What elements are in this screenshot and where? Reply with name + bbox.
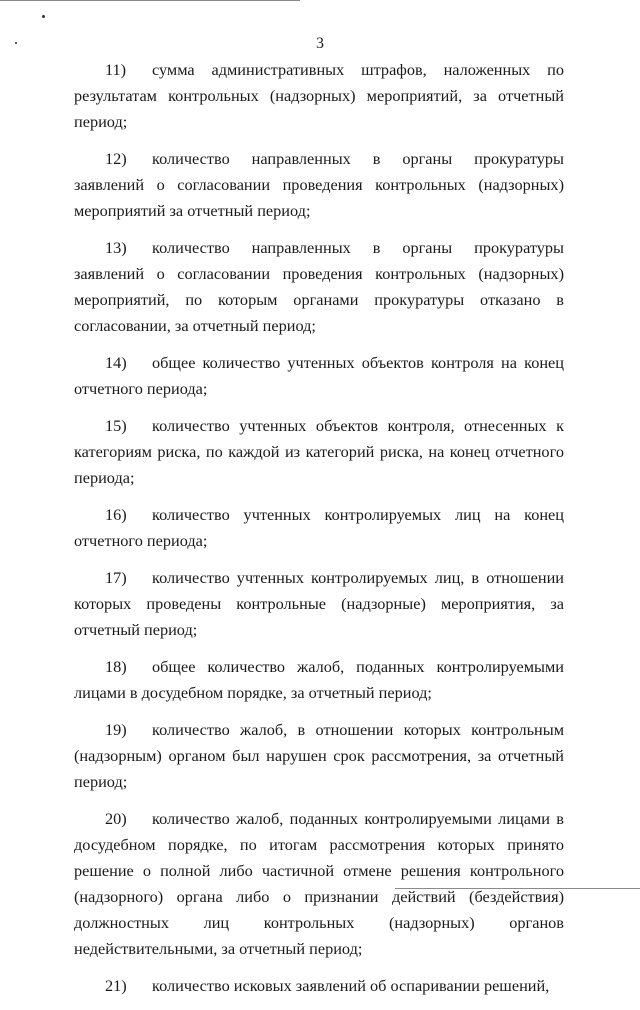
- item-text: количество учтенных объектов контроля, отнесенных к категориям риска, по каждой из категорий риска, на конец отчетного периода;: [74, 416, 564, 487]
- item-number: 11): [105, 60, 127, 79]
- item-number: 17): [105, 568, 127, 587]
- item-number: 21): [105, 976, 127, 995]
- list-item: [74, 57, 564, 135]
- item-number: 19): [105, 720, 127, 739]
- item-number: 20): [105, 809, 127, 828]
- item-number: 14): [105, 353, 127, 372]
- item-text: общее количество жалоб, поданных контролируемыми лицами в досудебном порядке, за отчетный период;: [74, 657, 564, 702]
- list-item: [74, 235, 564, 339]
- item-text: количество учтенных контролируемых лиц, в отношении которых проведены контрольные (надзорные) мероприятия, за отчетный период;: [74, 568, 564, 639]
- item-text: количество жалоб, в отношении которых контрольным (надзорным) органом был нарушен срок рассмотрения, за отчетный период;: [74, 720, 564, 791]
- list-item: [74, 806, 564, 962]
- list-item: [74, 654, 564, 706]
- item-number: 13): [105, 238, 127, 257]
- list-item: [74, 350, 564, 402]
- item-number: 16): [105, 505, 127, 524]
- list-item: [74, 502, 564, 554]
- item-text: количество направленных в органы прокуратуры заявлений о согласовании проведения контрольных (надзорных) мероприятий, по которым органами прокуратуры отказано в согласовании, за отчетный период;: [74, 238, 564, 335]
- page-number: 3: [316, 35, 324, 52]
- item-number: 12): [105, 149, 127, 168]
- item-text: количество исковых заявлений об оспаривании решений,: [152, 976, 550, 995]
- enumerated-list: [74, 57, 564, 1010]
- item-text: сумма административных штрафов, наложенных по результатам контрольных (надзорных) мероприятий, за отчетный период;: [74, 60, 564, 131]
- item-text: количество учтенных контролируемых лиц на конец отчетного периода;: [74, 505, 564, 550]
- item-number: 15): [105, 416, 127, 435]
- item-number: 18): [105, 657, 127, 676]
- item-text: количество направленных в органы прокуратуры заявлений о согласовании проведения контрольных (надзорных) мероприятий за отчетный период;: [74, 149, 564, 220]
- scan-speck: [42, 15, 45, 18]
- list-item: [74, 413, 564, 491]
- item-text: количество жалоб, поданных контролируемыми лицами в досудебном порядке, по итогам рассмотрения которых принято решение о полной либо частичной отмене решения контрольного (надзорного) органа либо о признании действий (бездействия) должностных лиц контрольных (надзорных) органов недействительными, за отчетный период;: [74, 809, 564, 958]
- list-item: [74, 973, 564, 999]
- list-item: [74, 717, 564, 795]
- list-item: [74, 565, 564, 643]
- scan-edge-top: [0, 0, 300, 1]
- item-text: общее количество учтенных объектов контроля на конец отчетного периода;: [74, 353, 564, 398]
- list-item: [74, 146, 564, 224]
